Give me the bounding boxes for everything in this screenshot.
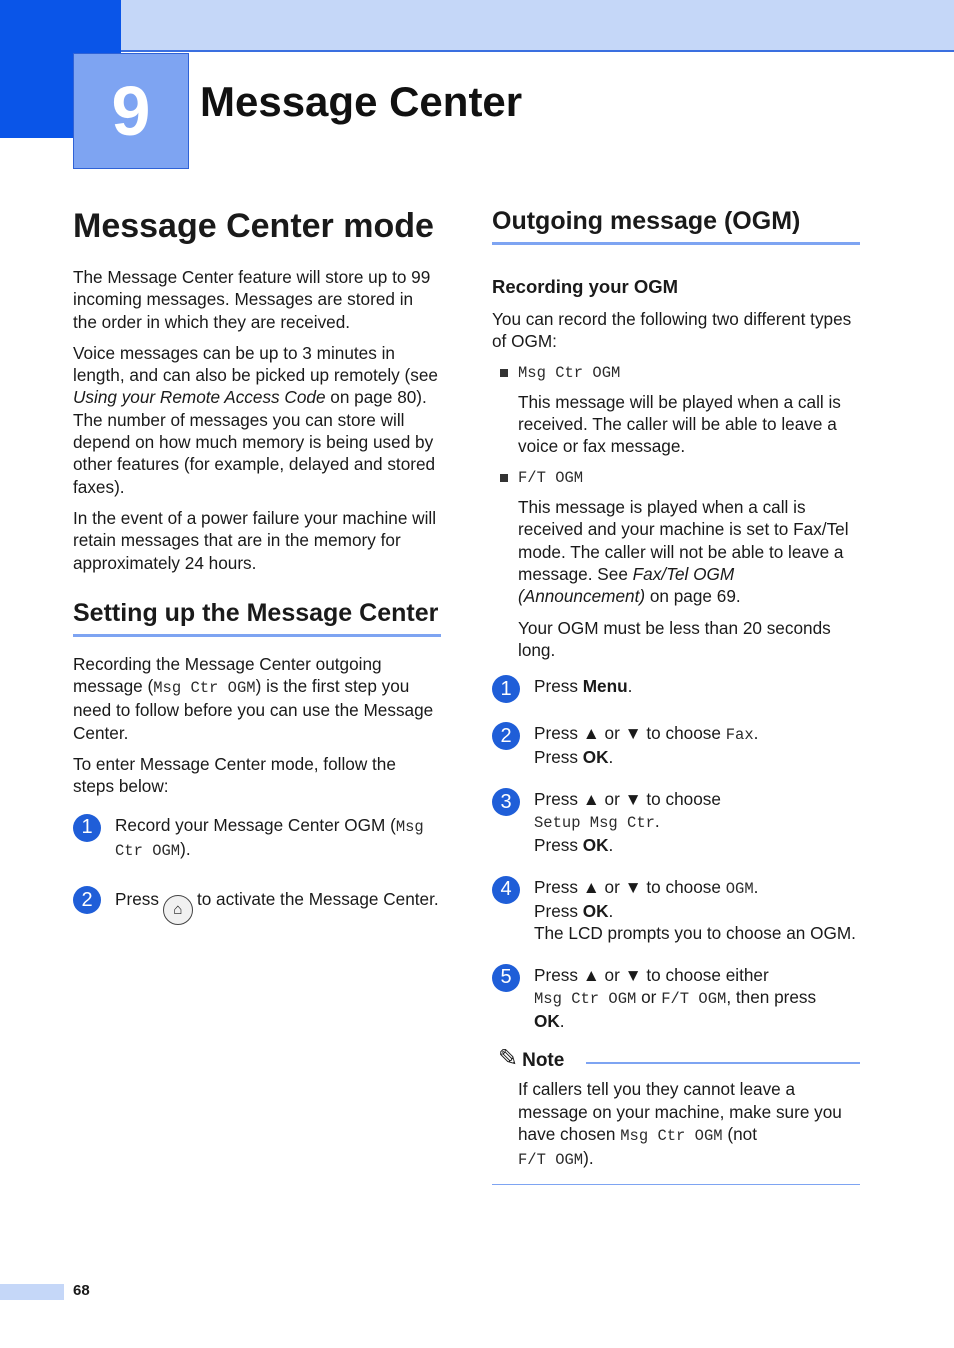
step-number: 4 — [492, 876, 520, 904]
bullet-square-icon — [500, 474, 508, 482]
step-1 — [73, 814, 441, 863]
note-header — [492, 1046, 860, 1072]
subheading-recording: Recording your OGM — [492, 276, 679, 297]
paragraph: You can record the following two different types of OGM: — [492, 309, 852, 352]
paragraph: The Message Center feature will store up to 99 incoming messages. Messages are stored in the order in which they are received. — [73, 267, 431, 332]
step-4 — [492, 876, 860, 945]
bullet-ft-ogm: F/T OGM — [492, 467, 860, 489]
paragraph: To enter Message Center mode, follow the steps below: — [73, 754, 396, 797]
page-number: 68 — [73, 1282, 90, 1299]
section-heading-mode: Message Center mode — [73, 207, 434, 245]
step-number: 2 — [492, 722, 520, 750]
bullet-description: This message is played when a call is received and your machine is set to Fax/Tel mode. The caller will not be able to leave a message. See Fax/Tel OGM (Announcement) on page 69. — [518, 497, 849, 607]
chapter-number: 9 — [73, 53, 189, 169]
step-2 — [73, 886, 441, 925]
note-box — [492, 1046, 860, 1184]
step-number: 1 — [492, 675, 520, 703]
step-number: 1 — [73, 814, 101, 842]
bullet-description: This message will be played when a call is received. The caller will be able to leave a voice or fax message. — [518, 391, 841, 457]
step-2 — [492, 722, 860, 769]
step-number: 5 — [492, 964, 520, 992]
message-center-home-icon: ⌂ — [163, 895, 193, 925]
step-text: Press ▲ or ▼ to choose OGM. Press OK. The LCD prompts you to choose an OGM. — [534, 876, 856, 944]
bullet-square-icon — [500, 369, 508, 377]
paragraph: Voice messages can be up to 3 minutes in length, and can also be picked up remotely (see Using your Remote Access Code on page 80). The number of messages you can store will depend on how much memory is being used by other features (for example, delayed and stored faxes). — [73, 342, 438, 497]
bullet-msg-ctr-ogm: Msg Ctr OGM — [492, 362, 860, 384]
note-title: Note — [522, 1050, 565, 1072]
section-heading-ogm: Outgoing message (OGM) — [492, 206, 860, 245]
left-column — [73, 206, 441, 925]
note-pencil-icon: ✎ — [498, 1045, 519, 1073]
step-text: Press Menu. — [534, 676, 633, 697]
step-1 — [492, 675, 860, 703]
step-number: 2 — [73, 886, 101, 914]
step-text: Press ▲ or ▼ to choose Fax. Press OK. — [534, 723, 759, 768]
step-number: 3 — [492, 788, 520, 816]
step-text: Record your Message Center OGM (Msg Ctr OGM). — [115, 814, 424, 860]
step-text: Press ▲ or ▼ to choose either Msg Ctr OGM or F/T OGM, then press OK. — [534, 964, 817, 1032]
page-number-bar — [0, 1284, 64, 1300]
chapter-title: Message Center — [200, 78, 523, 125]
paragraph: In the event of a power failure your machine will retain messages that are in the memory for approximately 24 hours. — [73, 507, 437, 573]
bullet-description: Your OGM must be less than 20 seconds long. — [518, 617, 831, 660]
right-column — [492, 206, 860, 1185]
step-3 — [492, 788, 860, 857]
section-heading-setup: Setting up the Message Center — [73, 598, 441, 637]
step-text: Press⌂to activate the Message Center. — [115, 886, 439, 925]
step-5 — [492, 964, 860, 1033]
paragraph: Recording the Message Center outgoing message (Msg Ctr OGM) is the first step you need to follow before you can use the Message Center. — [73, 653, 434, 743]
note-text: If callers tell you they cannot leave a message on your machine, make sure you have chosen Msg Ctr OGM (not F/T OGM). — [492, 1078, 860, 1184]
step-text: Press ▲ or ▼ to choose Setup Msg Ctr. Press OK. — [534, 788, 721, 856]
chapter-band-light — [121, 0, 954, 52]
note-divider — [586, 1062, 860, 1064]
